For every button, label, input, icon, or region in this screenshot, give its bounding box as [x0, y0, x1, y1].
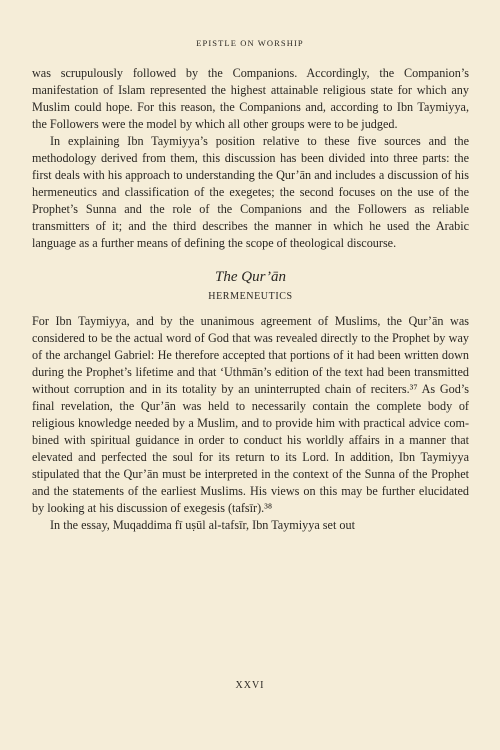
paragraph-continuation: was scrupulously followed by the Companions. Accordingly, the Companion’s manifestation of Islam represented the highest attainable religious state for which any Muslim could hope. For this reason, the Companions and, according to Ibn Taymiyya, the Followers were the model by which all other groups were to be judged. — [32, 66, 469, 132]
section-title: The Qur’ān — [215, 268, 286, 285]
subsection-title: HERMENEUTICS — [208, 290, 293, 302]
running-head: EPISTLE ON WORSHIP — [196, 38, 304, 48]
body-text — [32, 65, 469, 534]
paragraph-essay: In the essay, Muqaddima fī uṣūl al-tafsīr, Ibn Taymiyya set out — [50, 518, 355, 533]
page-number: XXVI — [235, 680, 265, 691]
paragraph-methodology: In explaining Ibn Taymiyya’s position relative to these five sources and the methodology derived from them, this discussion has been divided into three parts: the first deals with his approach to understanding the Qur’ān and includes a discussion of his hermeneutics and classification of the exegetes; the second focuses on the use of the Prophet’s Sunna and the role of the Companions and the Followers as reliable transmitters of it; and the third describes the manner in which he used the Arabic language as a further means of defining the scope of theological discourse. — [32, 134, 469, 251]
paragraph-hermeneutics: For Ibn Taymiyya, and by the unanimous agreement of Muslims, the Qur’ān was considered to be the actual word of God that was revealed directly to the Prophet by way of the archangel Gabriel: He therefore accepted that portions of it had been written down during the Prophet’s lifetime and that ‘Uthmān’s edition of the text had been transmitted without corruption and in its totality by an uninterrupted chain of reciters.³⁷ As God’s final revelation, the Qur’ān was held to necessarily contain the complete body of religious knowledge needed by a Muslim, and to provide him with practical advice combined with spiritual guidance in order to conduct his worldly affairs in a manner that elevated and perfected the soul for its return to its Lord. In addition, Ibn Taymiyya stipulated that the Qur’ān must be interpreted in the context of the Sunna of the Prophet and the statements of the earliest Muslims. His views on this may be further elucidated by looking at his discussion of exegesis (tafsīr).³⁸ — [32, 313, 469, 516]
